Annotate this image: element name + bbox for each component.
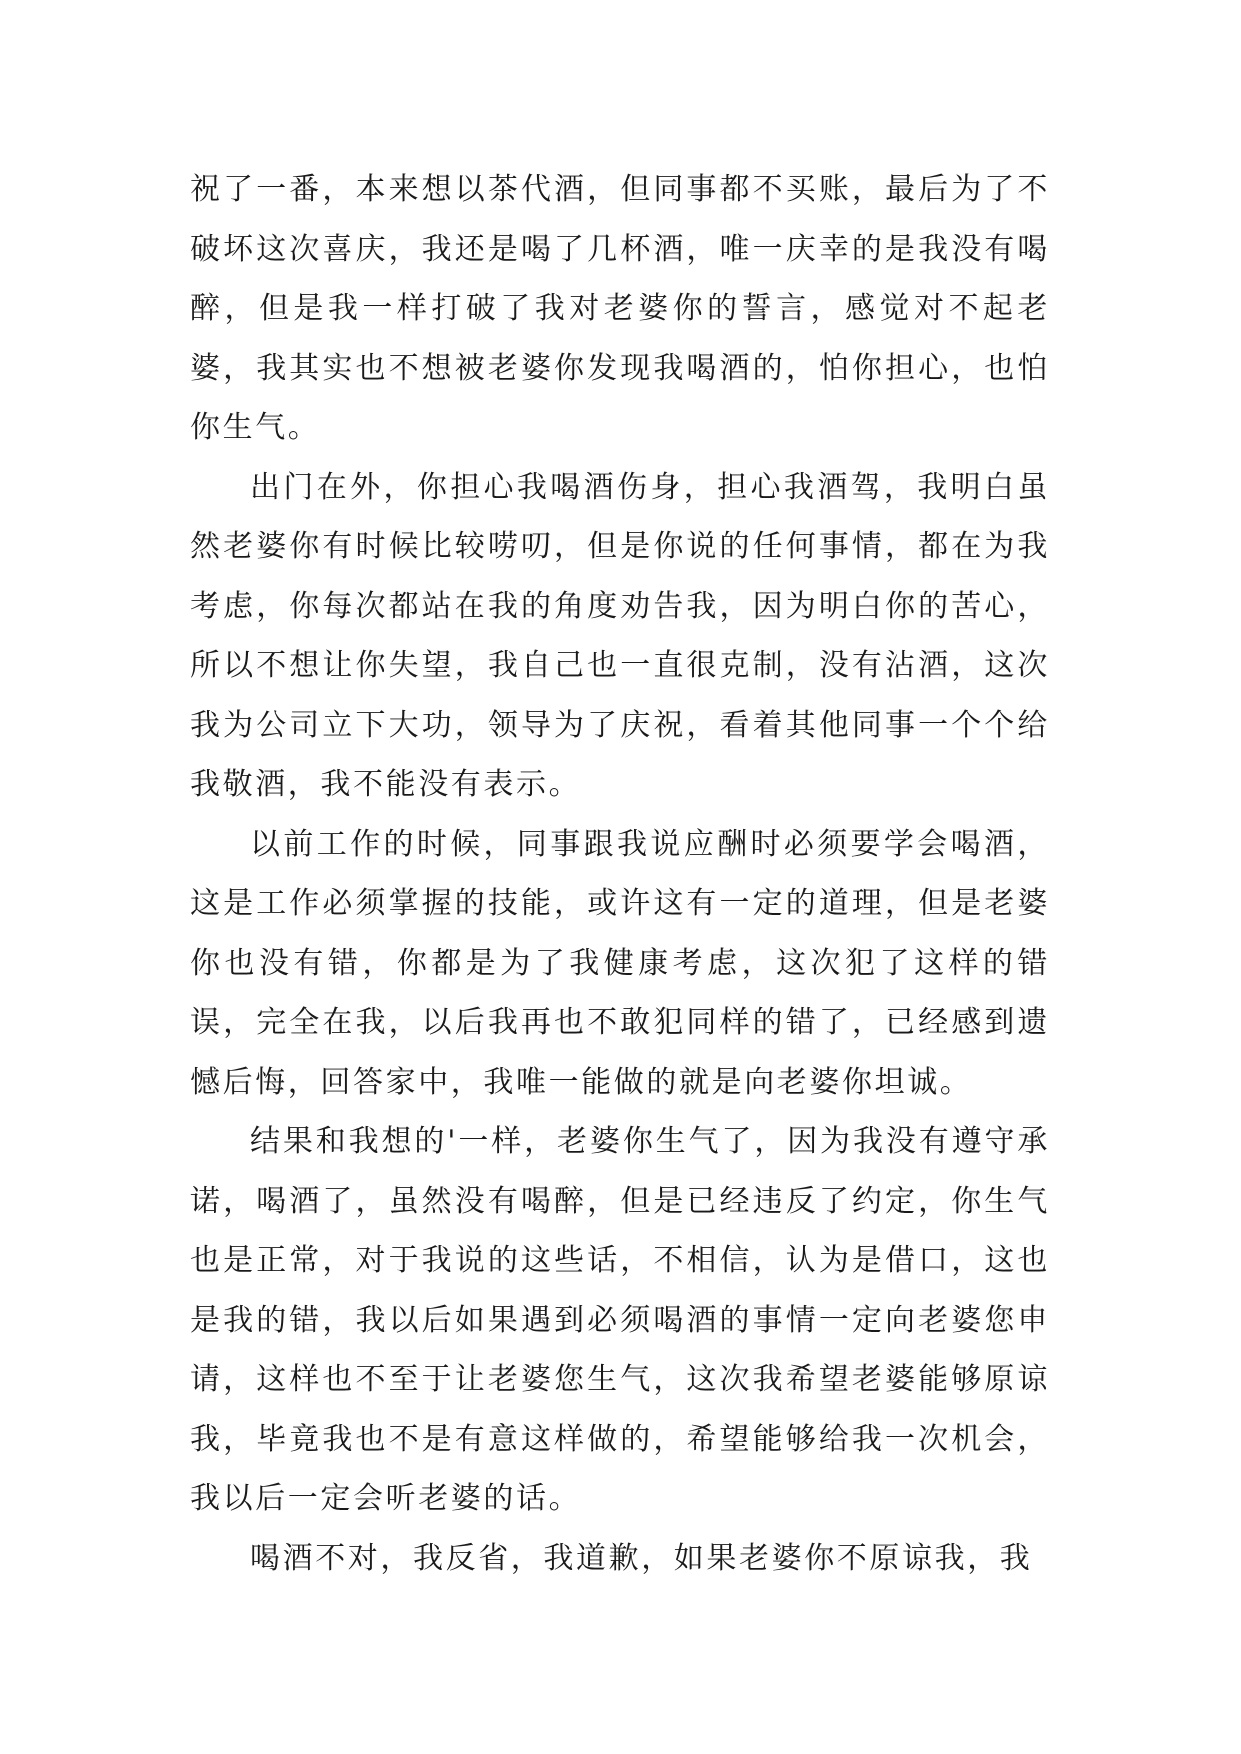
paragraph-4: 结果和我想的'一样，老婆你生气了，因为我没有遵守承诺，喝酒了，虽然没有喝醉，但是已经违反了约定，你生气也是正常，对于我说的这些话，不相信，认为是借口，这也是我的错，我以后如果遇到必须喝酒的事情一定向老婆您申请，这样也不至于让老婆您生气，这次我希望老婆能够原谅我，毕竟我也不是有意这样做的，希望能够给我一次机会，我以后一定会听老婆的话。: [190, 1124, 1050, 1516]
paragraph-2: 出门在外，你担心我喝酒伤身，担心我酒驾，我明白虽然老婆你有时候比较唠叨，但是你说的任何事情，都在为我考虑，你每次都站在我的角度劝告我，因为明白你的苦心，所以不想让你失望，我自己也一直很克制，没有沾酒，这次我为公司立下大功，领导为了庆祝，看着其他同事一个个给我敬酒，我不能没有表示。: [190, 469, 1050, 802]
document-body: [190, 160, 1050, 1588]
paragraph-1: 祝了一番，本来想以茶代酒，但同事都不买账，最后为了不破坏这次喜庆，我还是喝了几杯酒，唯一庆幸的是我没有喝醉，但是我一样打破了我对老婆你的誓言，感觉对不起老婆，我其实也不想被老婆你发现我喝酒的，怕你担心，也怕你生气。: [190, 172, 1050, 445]
paragraph-3: 以前工作的时候，同事跟我说应酬时必须要学会喝酒，这是工作必须掌握的技能，或许这有一定的道理，但是老婆你也没有错，你都是为了我健康考虑，这次犯了这样的错误，完全在我，以后我再也不敢犯同样的错了，已经感到遗憾后悔，回答家中，我唯一能做的就是向老婆你坦诚。: [190, 826, 1050, 1100]
paragraph-5: 喝酒不对，我反省，我道歉，如果老婆你不原谅我，我: [250, 1540, 1033, 1576]
